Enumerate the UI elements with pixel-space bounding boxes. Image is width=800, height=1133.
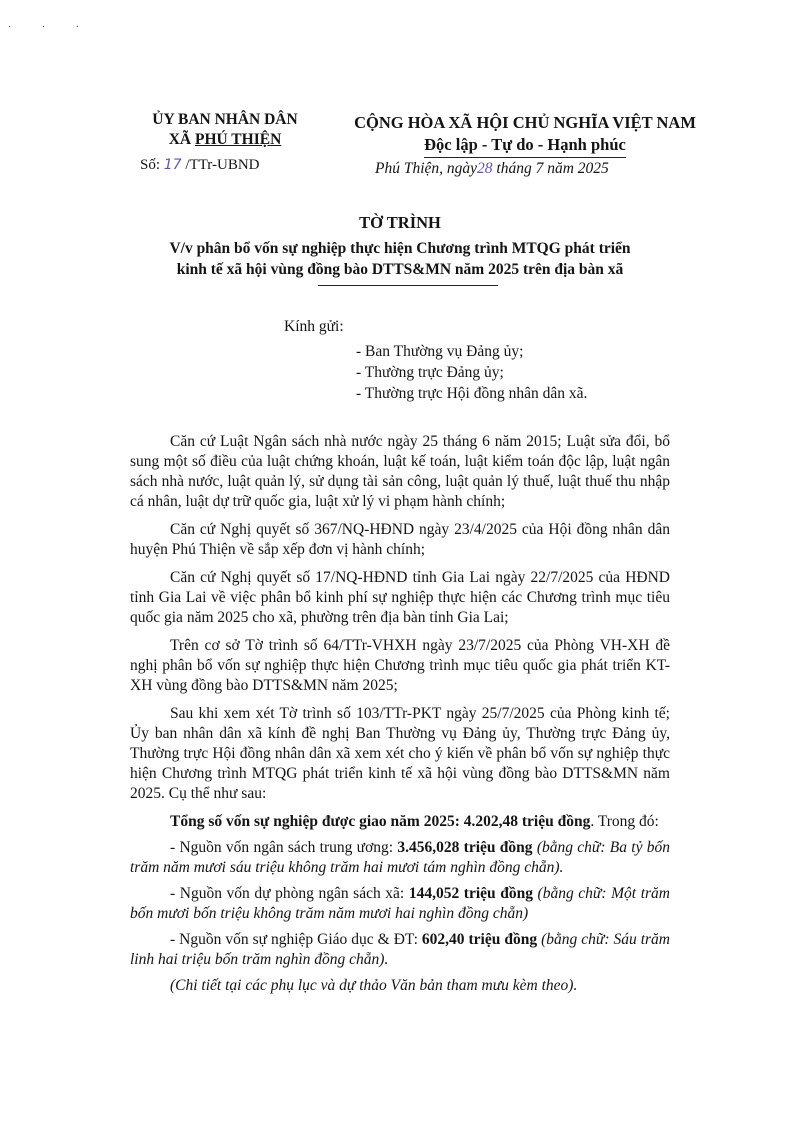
place-date [375,160,609,178]
authority-line-2-prefix: XÃ [168,131,195,148]
handwritten-day: 28 [477,160,493,177]
fund-item [130,930,670,970]
fund-label: - Nguồn vốn ngân sách trung ương: [170,839,398,856]
document-number [140,157,260,174]
body-paragraph: Căn cứ Nghị quyết số 367/NQ-HĐND ngày 23/4/2025 của Hội đồng nhân dân huyện Phú Thiện về sắp xếp đơn vị hành chính; [130,521,670,558]
authority-line-1: ỦY BAN NHÂN DÂN [152,111,298,128]
recipient-item: - Thường trực Đảng ủy; [356,364,504,381]
national-heading [330,112,720,158]
issuing-authority [120,110,330,150]
country-name: CỘNG HÒA XÃ HỘI CHỦ NGHĨA VIỆT NAM [354,113,696,132]
salutation: Kính gửi: [284,318,344,335]
date-suffix: tháng 7 năm 2025 [492,160,609,177]
fund-in-words: (bằng chữ: Một trăm bốn mươi bốn triệu không trăm năm mươi hai nghìn đồng chẵn) [130,885,670,922]
fund-amount: 144,052 triệu đồng [408,885,533,902]
attachment-note: (Chi tiết tại các phụ lục và dự thảo Văn bản tham mưu kèm theo). [170,977,578,994]
number-suffix: /TTr-UBND [181,157,260,173]
authority-commune-name: PHÚ THIỆN [194,131,282,148]
date-prefix: Phú Thiện, ngày [375,160,478,177]
document-title: TỜ TRÌNH [359,213,441,232]
national-motto: Độc lập - Tự do - Hạnh phúc [424,134,626,158]
authority-line-2 [120,130,330,150]
body-paragraph: Trên cơ sở Tờ trình số 64/TTr-VHXH ngày 23/7/2025 của Phòng VH-XH đề nghị phân bổ vốn sự nghiệp thực hiện Chương trình mục tiêu quốc gia phát triển KT-XH vùng đồng bào DTTS&MN năm 2025; [130,637,670,694]
total-funding-rest: . Trong đó: [590,813,659,830]
fund-amount: 602,40 triệu đồng [421,931,538,948]
fund-label: - Nguồn vốn dự phòng ngân sách xã: [170,885,409,902]
body-paragraph: Căn cứ Nghị quyết số 17/NQ-HĐND tỉnh Gia Lai ngày 22/7/2025 của HĐND tỉnh Gia Lai về việc phân bổ kinh phí sự nghiệp thực hiện các Chương trình mục tiêu quốc gia năm 2025 cho xã, phường trên địa bàn tỉnh Gia Lai; [130,569,670,626]
handwritten-number: 17 [163,157,182,173]
fund-amount: 3.456,028 triệu đồng [397,839,533,856]
fund-in-words: (bằng chữ: Ba tỷ bốn trăm năm mươi sáu triệu không trăm hai mươi tám nghìn đồng chẵn). [130,839,670,876]
scan-specks: · · · [8,22,93,33]
body-paragraph: Căn cứ Luật Ngân sách nhà nước ngày 25 tháng 6 năm 2015; Luật sửa đổi, bổ sung một số điều của luật chứng khoán, luật kế toán, luật kiểm toán độc lập, luật ngân sách nhà nước, luật quản lý, sử dụng tài sản công, luật quản lý thuế, luật thuế thu nhập cá nhân, luật dự trữ quốc gia, luật xử lý vi phạm hành chính; [130,433,670,510]
total-funding-amount: Tổng số vốn sự nghiệp được giao năm 2025: 4.202,48 triệu đồng [170,813,591,830]
subject-line-1: V/v phân bổ vốn sự nghiệp thực hiện Chương trình MTQG phát triển [169,240,631,257]
document-subject [120,238,680,280]
body-paragraph: Sau khi xem xét Tờ trình số 103/TTr-PKT ngày 25/7/2025 của Phòng kinh tế; Ủy ban nhân dân xã kính đề nghị Ban Thường vụ Đảng ủy, Thường trực Đảng ủy, Thường trực Hội đồng nhân dân xã xem xét cho ý kiến về phân bổ vốn sự nghiệp thực hiện Chương trình MTQG phát triển kinh tế xã hội vùng đồng bào DTTS&MN năm 2025. Cụ thể như sau: [130,705,670,802]
document-body [130,432,670,1004]
subject-divider [318,285,498,286]
fund-in-words: (bằng chữ: Sáu trăm linh hai triệu bốn trăm nghìn đồng chẵn). [130,931,670,968]
fund-item [130,884,670,924]
recipient-item: - Ban Thường vụ Đảng ủy; [356,343,524,360]
number-prefix: Số: [140,157,164,173]
recipient-list [356,341,587,404]
fund-item [130,838,670,878]
subject-line-2: kinh tế xã hội vùng đồng bào DTTS&MN năm 2025 trên địa bàn xã [176,261,624,278]
recipient-item: - Thường trực Hội đồng nhân dân xã. [356,385,588,402]
total-funding [130,812,670,832]
fund-label: - Nguồn vốn sự nghiệp Giáo dục & ĐT: [170,931,422,948]
